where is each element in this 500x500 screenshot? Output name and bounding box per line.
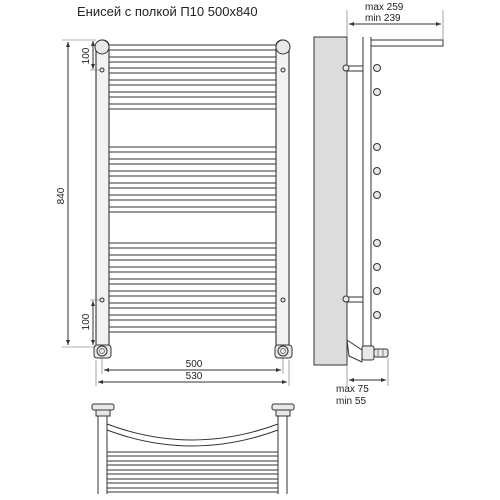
- side-bar-end: [374, 65, 381, 72]
- dim-side-min-depth: min 239: [365, 13, 401, 24]
- shelf-arm: [371, 40, 443, 46]
- side-bar-end: [374, 288, 381, 295]
- wall-panel: [314, 37, 347, 365]
- left-rail: [96, 40, 109, 350]
- shelf-curve-outer: [107, 424, 278, 440]
- horizontal-bar: [109, 303, 276, 308]
- horizontal-bar: [109, 104, 276, 109]
- side-bar-end: [374, 89, 381, 96]
- horizontal-bar: [109, 92, 276, 97]
- dim-height-label: 840: [56, 187, 67, 205]
- horizontal-bar: [109, 80, 276, 85]
- side-view: [314, 37, 443, 365]
- horizontal-bar: [109, 267, 276, 272]
- horizontal-bar: [109, 327, 276, 332]
- horizontal-bars: [109, 45, 276, 332]
- dim-side-min-inlet: min 55: [336, 396, 367, 407]
- shelf-rail: [107, 479, 278, 483]
- dim-side-max-depth: max 259: [365, 2, 404, 13]
- dim-bottom-offset-label: 100: [81, 313, 92, 331]
- left-valve: [94, 345, 111, 358]
- horizontal-bar: [109, 243, 276, 248]
- dim-inner-width-label: 500: [185, 359, 203, 370]
- horizontal-bar: [109, 183, 276, 188]
- shelf-rails: [107, 452, 278, 492]
- dim-top-offset-label: 100: [81, 47, 92, 65]
- horizontal-bar: [109, 57, 276, 62]
- bottom-view: [92, 404, 294, 494]
- shelf-rail: [107, 488, 278, 492]
- shelf-rail: [107, 470, 278, 474]
- horizontal-bar: [109, 207, 276, 212]
- side-bar-end: [374, 144, 381, 151]
- right-lower-fastener: [281, 298, 285, 302]
- horizontal-bar: [109, 255, 276, 260]
- front-horizontal-dimensions: [96, 358, 289, 386]
- right-upper-fastener: [281, 68, 285, 72]
- left-lower-fastener: [100, 298, 104, 302]
- side-bottom-fitting: [347, 340, 388, 362]
- horizontal-bar: [109, 159, 276, 164]
- right-rail: [276, 40, 289, 350]
- shelf-rail: [107, 452, 278, 456]
- horizontal-bar: [109, 68, 276, 73]
- side-bar-end: [374, 264, 381, 271]
- bottom-right-valve-head: [272, 404, 294, 410]
- left-top-cap: [95, 40, 109, 54]
- horizontal-bar: [109, 195, 276, 200]
- front-vertical-dimensions: [56, 40, 100, 347]
- side-bar-end: [374, 168, 381, 175]
- bottom-left-valve-head: [92, 404, 114, 410]
- horizontal-bar: [109, 45, 276, 50]
- dim-side-max-inlet: max 75: [336, 384, 369, 395]
- shelf-rail: [107, 461, 278, 465]
- horizontal-bar: [109, 315, 276, 320]
- horizontal-bar: [109, 279, 276, 284]
- horizontal-bar: [109, 291, 276, 296]
- side-bar-end: [374, 312, 381, 319]
- side-bar-end: [374, 240, 381, 247]
- right-top-cap: [276, 40, 290, 54]
- side-bar-end: [374, 192, 381, 199]
- horizontal-bar: [109, 147, 276, 152]
- horizontal-bar: [109, 171, 276, 176]
- side-bar-ends: [374, 65, 381, 319]
- right-valve: [275, 345, 292, 358]
- drawing-title: Енисей с полкой П10 500х840: [77, 4, 258, 19]
- left-upper-fastener: [100, 68, 104, 72]
- dim-outer-width-label: 530: [185, 371, 203, 382]
- front-view: [94, 40, 292, 358]
